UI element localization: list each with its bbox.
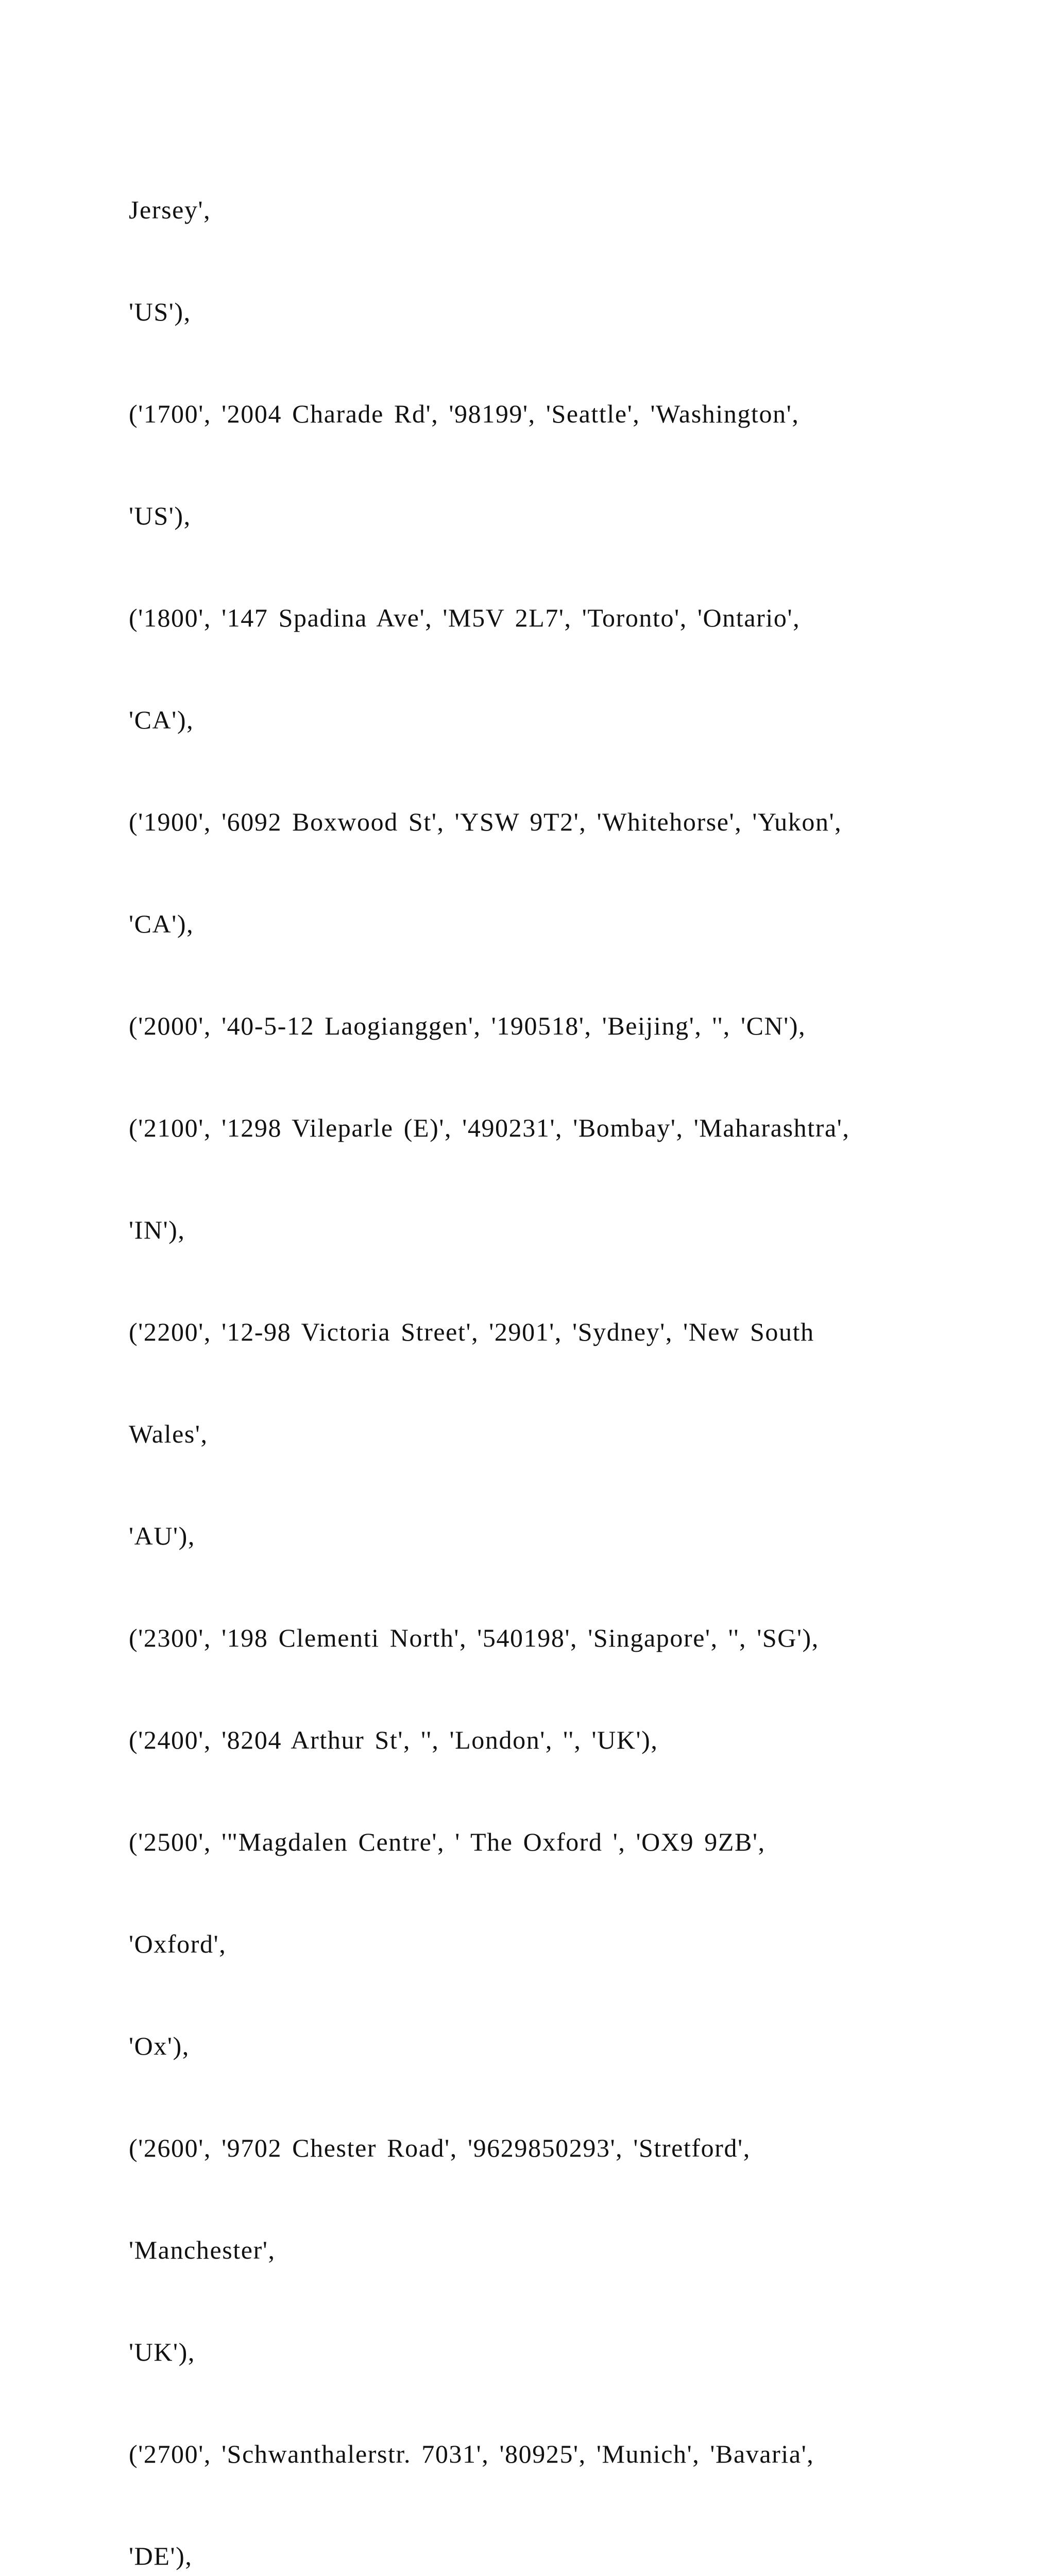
text-line: Wales',: [129, 1419, 208, 1448]
text-line: ('1700', '2004 Charade Rd', '98199', 'Seattle', 'Washington',: [129, 399, 799, 428]
text-line: ('2100', '1298 Vileparle (E)', '490231', 'Bombay', 'Maharashtra',: [129, 1113, 850, 1142]
text-line: ('2500', '"Magdalen Centre', ' The Oxford ', 'OX9 9ZB',: [129, 1827, 765, 1856]
text-line: 'CA'),: [129, 909, 194, 938]
text-line: 'DE'),: [129, 2541, 193, 2570]
text-line: 'CA'),: [129, 705, 194, 734]
text-line: 'US'),: [129, 297, 191, 326]
text-line: ('2000', '40-5-12 Laogianggen', '190518', 'Beijing', '', 'CN'),: [129, 1011, 806, 1040]
text-line: ('2600', '9702 Chester Road', '9629850293', 'Stretford',: [129, 2133, 751, 2162]
text-line: ('2300', '198 Clementi North', '540198', 'Singapore', '', 'SG'),: [129, 1623, 819, 1652]
text-line: ('2700', 'Schwanthalerstr. 7031', '80925', 'Munich', 'Bavaria',: [129, 2439, 814, 2468]
text-line: ('2400', '8204 Arthur St', '', 'London', '', 'UK'),: [129, 1725, 658, 1754]
text-line: Jersey',: [129, 195, 211, 224]
text-line: ('2200', '12-98 Victoria Street', '2901', 'Sydney', 'New South: [129, 1317, 814, 1346]
text-line: 'IN'),: [129, 1215, 185, 1244]
text-line: ('1900', '6092 Boxwood St', 'YSW 9T2', 'Whitehorse', 'Yukon',: [129, 807, 842, 836]
text-line: 'US'),: [129, 501, 191, 530]
text-line: 'Oxford',: [129, 1929, 227, 1958]
text-line: 'Manchester',: [129, 2235, 276, 2264]
sql-insert-values-text: [129, 125, 974, 2576]
text-line: 'AU'),: [129, 1521, 195, 1550]
text-line: 'Ox'),: [129, 2031, 190, 2060]
text-line: ('1800', '147 Spadina Ave', 'M5V 2L7', 'Toronto', 'Ontario',: [129, 603, 801, 632]
text-line: 'UK'),: [129, 2337, 195, 2366]
